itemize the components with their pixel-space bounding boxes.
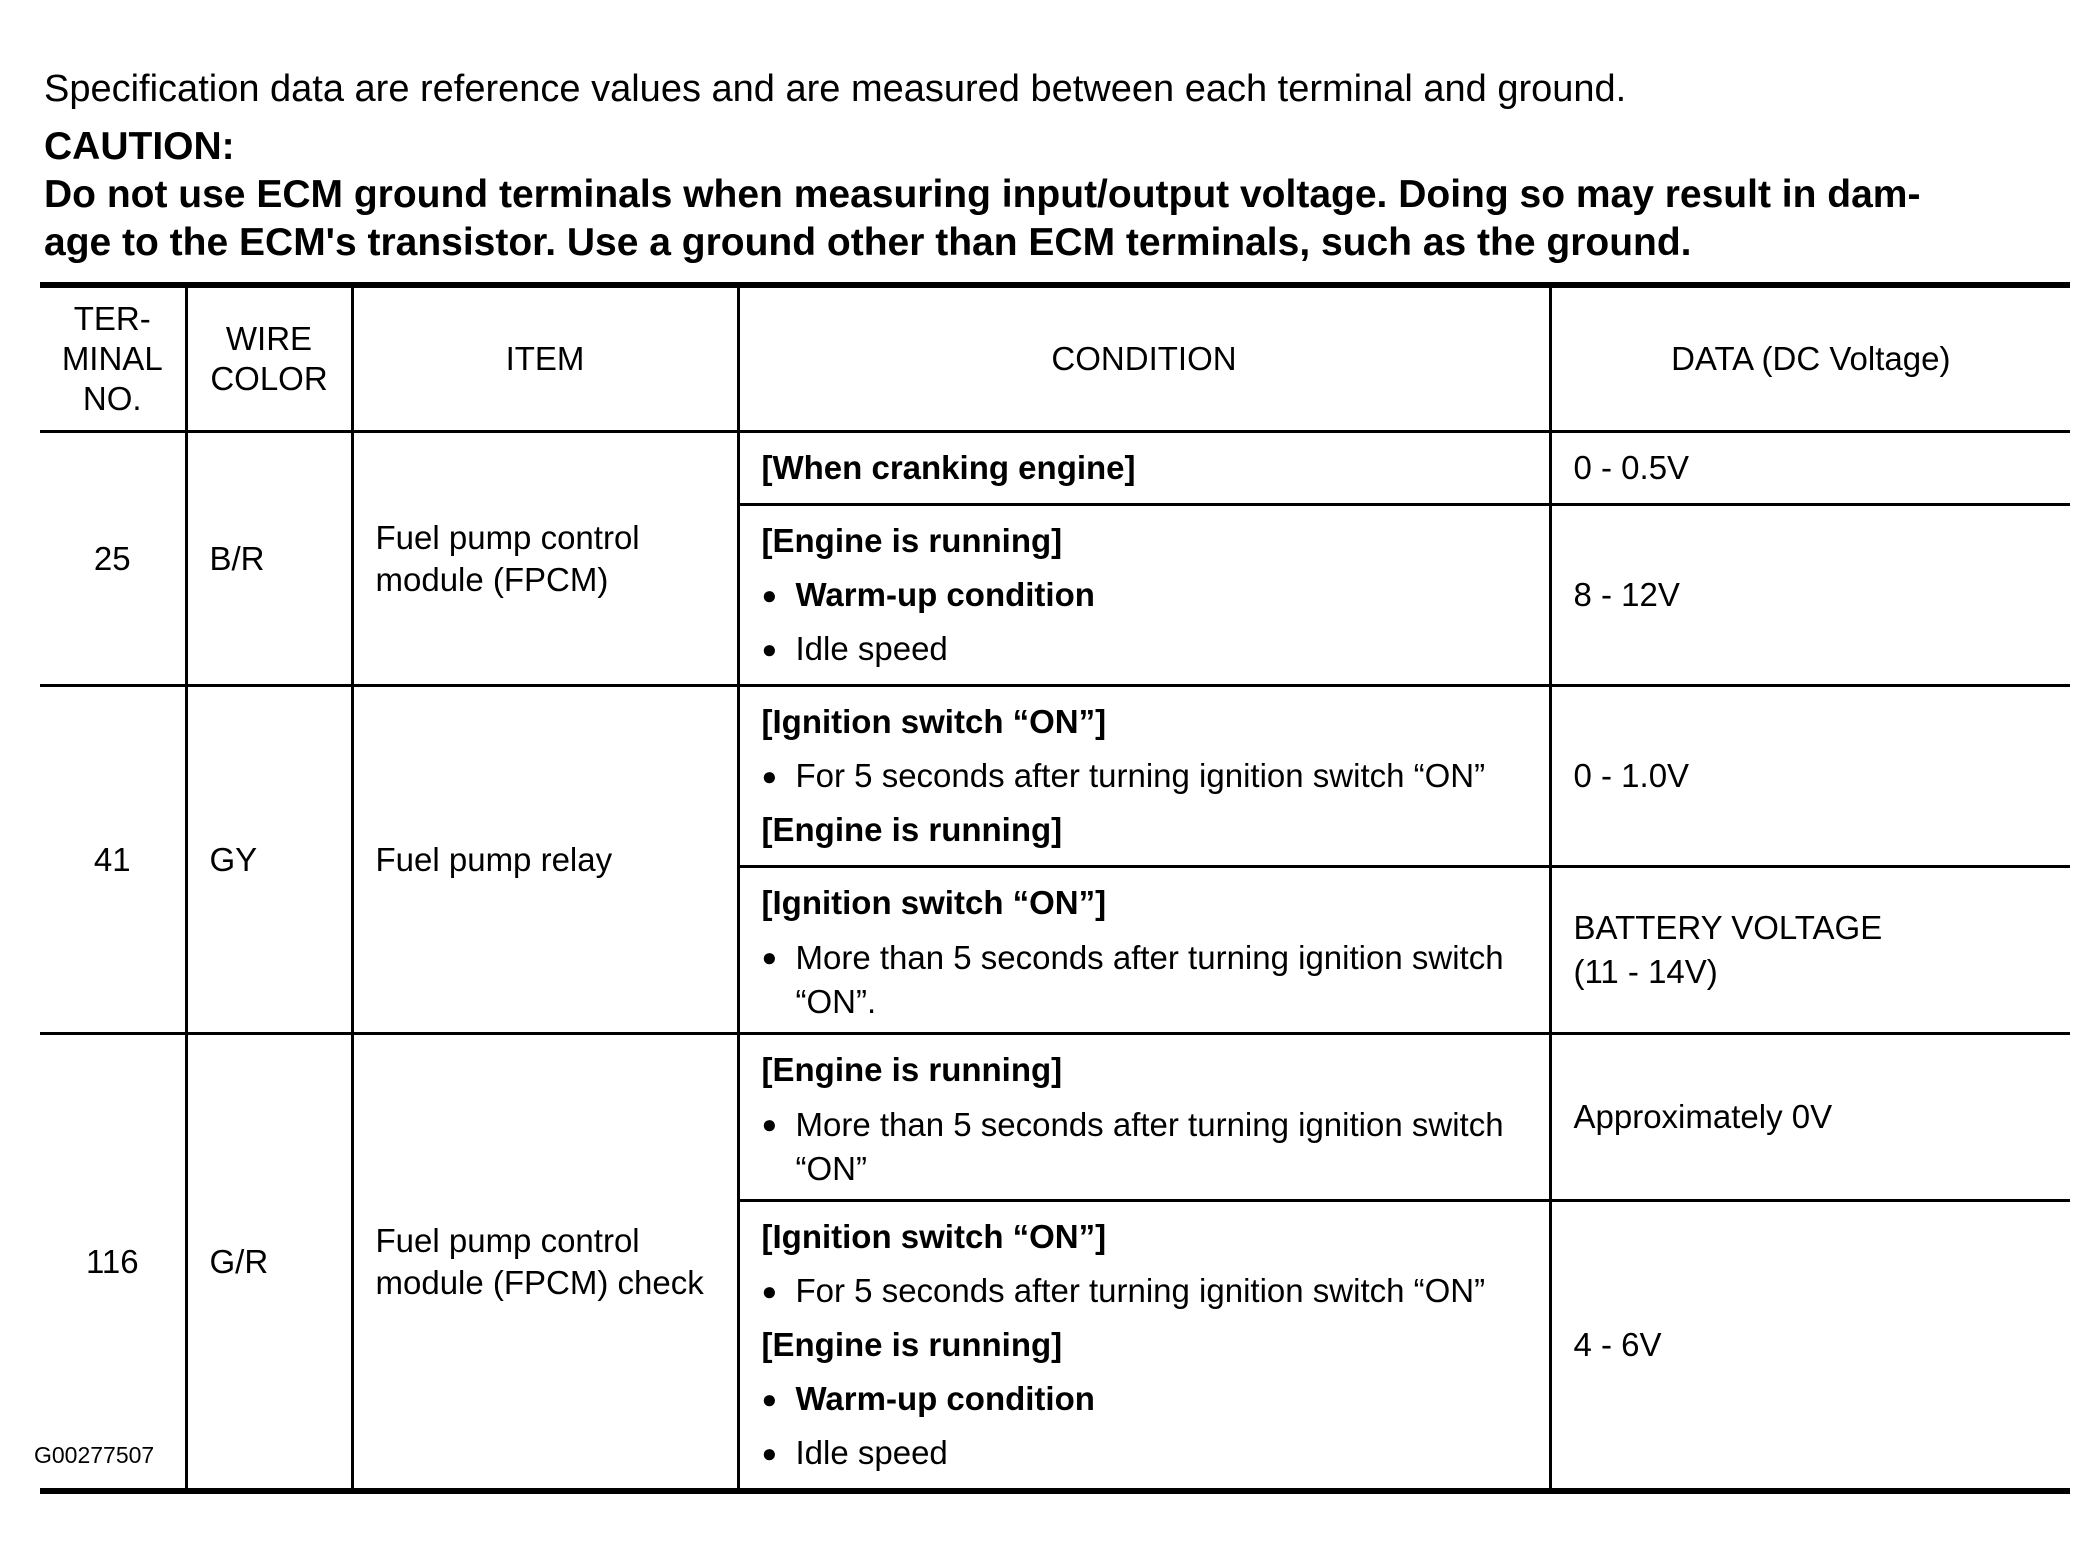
- data-value: 4 - 6V: [1550, 1201, 2070, 1492]
- header-data: DATA (DC Voltage): [1550, 285, 2070, 432]
- intro-text: Specification data are reference values and are measured between each terminal and ground.: [44, 68, 1627, 110]
- bullet-icon: ●: [761, 1384, 778, 1414]
- condition-bullet: ● Idle speed: [762, 622, 1549, 676]
- data-value: Approximately 0V: [1550, 1034, 2070, 1201]
- terminal-number: 41: [40, 686, 186, 1034]
- condition-heading: [When cranking engine]: [761, 449, 1136, 486]
- header-wire-color: WIRE COLOR: [186, 285, 352, 432]
- condition-heading: [Ignition switch “ON”]: [761, 1218, 1107, 1255]
- wire-color: B/R: [186, 432, 352, 686]
- bullet-icon: ●: [761, 580, 778, 610]
- condition-bullet: ● Warm-up condition: [762, 1372, 1549, 1426]
- caution-text: [44, 171, 2074, 267]
- condition-cell: [738, 686, 1550, 867]
- caution-line: Do not use ECM ground terminals when measuring input/output voltage. Doing so may result in dam-: [44, 173, 1921, 216]
- condition-heading: [Engine is running]: [761, 1051, 1063, 1088]
- bullet-icon: ●: [761, 1438, 778, 1468]
- caution-title: CAUTION:: [44, 125, 235, 168]
- condition-heading: [Engine is running]: [761, 522, 1063, 559]
- terminal-number: 116: [40, 1034, 186, 1492]
- data-value: 8 - 12V: [1550, 505, 2070, 686]
- bullet-icon: ●: [761, 634, 778, 664]
- header-condition: CONDITION: [738, 285, 1550, 432]
- condition-bullet: ● For 5 seconds after turning ignition switch “ON”: [762, 1264, 1549, 1318]
- data-value: 0 - 0.5V: [1550, 432, 2070, 505]
- wire-color: G/R: [186, 1034, 352, 1492]
- item-name: Fuel pump control module (FPCM): [352, 432, 738, 686]
- condition-bullet: ● Idle speed: [762, 1426, 1549, 1480]
- condition-heading: [Ignition switch “ON”]: [761, 884, 1107, 921]
- table-row: [40, 432, 2070, 505]
- caution-line: age to the ECM's transistor. Use a ground other than ECM terminals, such as the ground.: [44, 221, 1692, 264]
- bullet-icon: ●: [761, 942, 778, 972]
- wire-color: GY: [186, 686, 352, 1034]
- header-item: ITEM: [352, 285, 738, 432]
- condition-bullet: ● More than 5 seconds after turning ignition switch “ON”.: [762, 930, 1549, 1024]
- condition-heading: [Engine is running]: [761, 811, 1063, 848]
- condition-cell: [738, 432, 1550, 505]
- table-row: [40, 1034, 2070, 1201]
- bullet-icon: ●: [761, 1109, 778, 1139]
- condition-cell: [738, 1034, 1550, 1201]
- bullet-icon: ●: [761, 1276, 778, 1306]
- header-terminal-no: TER- MINAL NO.: [40, 285, 186, 432]
- condition-cell: [738, 505, 1550, 686]
- terminal-spec-table: [40, 282, 2070, 1494]
- condition-bullet: ● For 5 seconds after turning ignition switch “ON”: [762, 749, 1549, 803]
- condition-cell: [738, 1201, 1550, 1492]
- item-name: Fuel pump control module (FPCM) check: [352, 1034, 738, 1492]
- data-value: BATTERY VOLTAGE (11 - 14V): [1550, 867, 2070, 1034]
- bullet-icon: ●: [761, 761, 778, 791]
- condition-bullet: ● More than 5 seconds after turning ignition switch “ON”: [762, 1097, 1549, 1191]
- condition-heading: [Engine is running]: [761, 1326, 1063, 1363]
- data-value: 0 - 1.0V: [1550, 686, 2070, 867]
- terminal-number: 25: [40, 432, 186, 686]
- condition-heading: [Ignition switch “ON”]: [761, 703, 1107, 740]
- item-name: Fuel pump relay: [352, 686, 738, 1034]
- figure-code: G00277507: [34, 1442, 155, 1468]
- table-header-row: [40, 285, 2070, 432]
- table-row: [40, 686, 2070, 867]
- condition-bullet: ● Warm-up condition: [762, 568, 1549, 622]
- condition-cell: [738, 867, 1550, 1034]
